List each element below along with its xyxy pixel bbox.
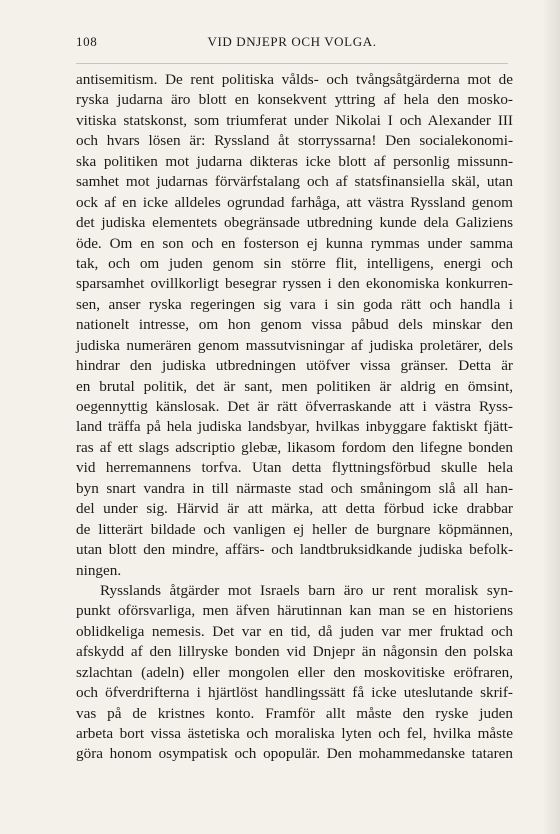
- text-line: utan blott den mindre, affärs- och landtbruksidkande judiska befolk-: [76, 541, 513, 559]
- text-line: hindrar den judiska utbredningen utöfver vissa gränser. Detta är: [76, 357, 513, 375]
- text-line: vas på de kristnes konto. Framför allt måste den ryske juden: [76, 704, 513, 722]
- page-number: 108: [76, 34, 98, 49]
- text-line: vitiska statskonst, som triumferat under Nikolai I och Alexander III: [76, 111, 513, 129]
- running-head: [76, 34, 508, 56]
- text-line: de litterärt bildade och vanligen ej heller de burgnare köpmännen,: [76, 520, 513, 538]
- body-text: [76, 70, 513, 765]
- text-line: och hvars lösen är: Ryssland åt storryssarna! Den socialekonomi-: [76, 132, 513, 150]
- text-line: byn snart vandra in till närmaste stad och småningom slå all han-: [76, 479, 513, 497]
- paragraph-start-line: Rysslands åtgärder mot Israels barn äro ur rent moralisk syn-: [100, 581, 513, 599]
- text-line: ock af en icke alldeles ogrundad farhåga, att västra Ryssland genom: [76, 193, 513, 211]
- running-title: VID DNJEPR OCH VOLGA.: [207, 34, 377, 49]
- text-line: samhet mot judarnas förvärfstalang och af statsfinansiella skäl, utan: [76, 173, 513, 191]
- text-line: szlachtan (adeln) eller mongolen eller den moskovitiske eröfraren,: [76, 663, 513, 681]
- text-line: sen, anser ryska regeringen sig vara i sin goda rätt och handla i: [76, 295, 513, 313]
- text-line: oblidkeliga nemesis. Det var en tid, då juden var mer fruktad och: [76, 622, 513, 640]
- text-line: nationelt intresse, om hon genom vissa påbud dels minskar den: [76, 316, 513, 334]
- text-line: del under sig. Härvid är att märka, att detta förbud icke drabbar: [76, 500, 513, 518]
- text-line: ska politiken mot judarna dikteras icke blott af personlig missunn-: [76, 152, 513, 170]
- text-line: ras af ett slags adscriptio glebæ, likasom fordom den lifegne bonden: [76, 438, 513, 456]
- text-line: ningen.: [76, 561, 122, 579]
- text-line: det judiska elementets obegränsade utbredning kunde dela Galiziens: [76, 214, 513, 232]
- text-line: oegennyttig känslosak. Det är rätt öfverraskande att i västra Ryss-: [76, 398, 513, 415]
- header-rule: [76, 63, 508, 64]
- text-line: sparsamhet ovillkorligt besegrar ryssen i den ekonomiska konkurren-: [76, 275, 513, 293]
- text-line: antisemitism. De rent politiska vålds- och tvångsåtgärderna mot de: [76, 71, 513, 88]
- text-line: tak, och om juden genom sin större flit, intelligens, energi och: [76, 254, 513, 272]
- text-line: en brutal politik, det är sant, men politiken är aldrig en ömsint,: [76, 377, 513, 395]
- text-line: arbeta bort vissa ästetiska och moraliska lyten och fel, hvilka måste: [76, 725, 513, 742]
- text-line: punkt oförsvarliga, men äfven härutinnan kan man se en historiens: [76, 602, 513, 620]
- page-edge-shadow: [542, 0, 560, 834]
- text-line: och öfverdrifterna i hjärtlöst handlingssätt få icke uteslutande skrif-: [76, 684, 513, 702]
- text-line: göra honom osympatisk och opopulär. Den mohammedanske tataren: [76, 745, 513, 763]
- text-line: land träffa på hela judiska landsbyar, hvilkas inbyggare faktiskt fjätt-: [76, 418, 513, 436]
- text-line: öde. Om en son och en fosterson ej kunna rymmas under samma: [76, 234, 513, 252]
- text-line: ryska judarna äro blott en konsekvent yttring af hela den mosko-: [76, 91, 513, 109]
- text-line: afskydd af den lillryske bonden vid Dnjepr än någonsin den polska: [76, 643, 513, 661]
- text-line: judiska numerären genom massutvisningar af judiska proletärer, dels: [76, 336, 513, 354]
- text-line: vid herremannens torfva. Utan detta flyttningsförbud skulle hela: [76, 459, 513, 477]
